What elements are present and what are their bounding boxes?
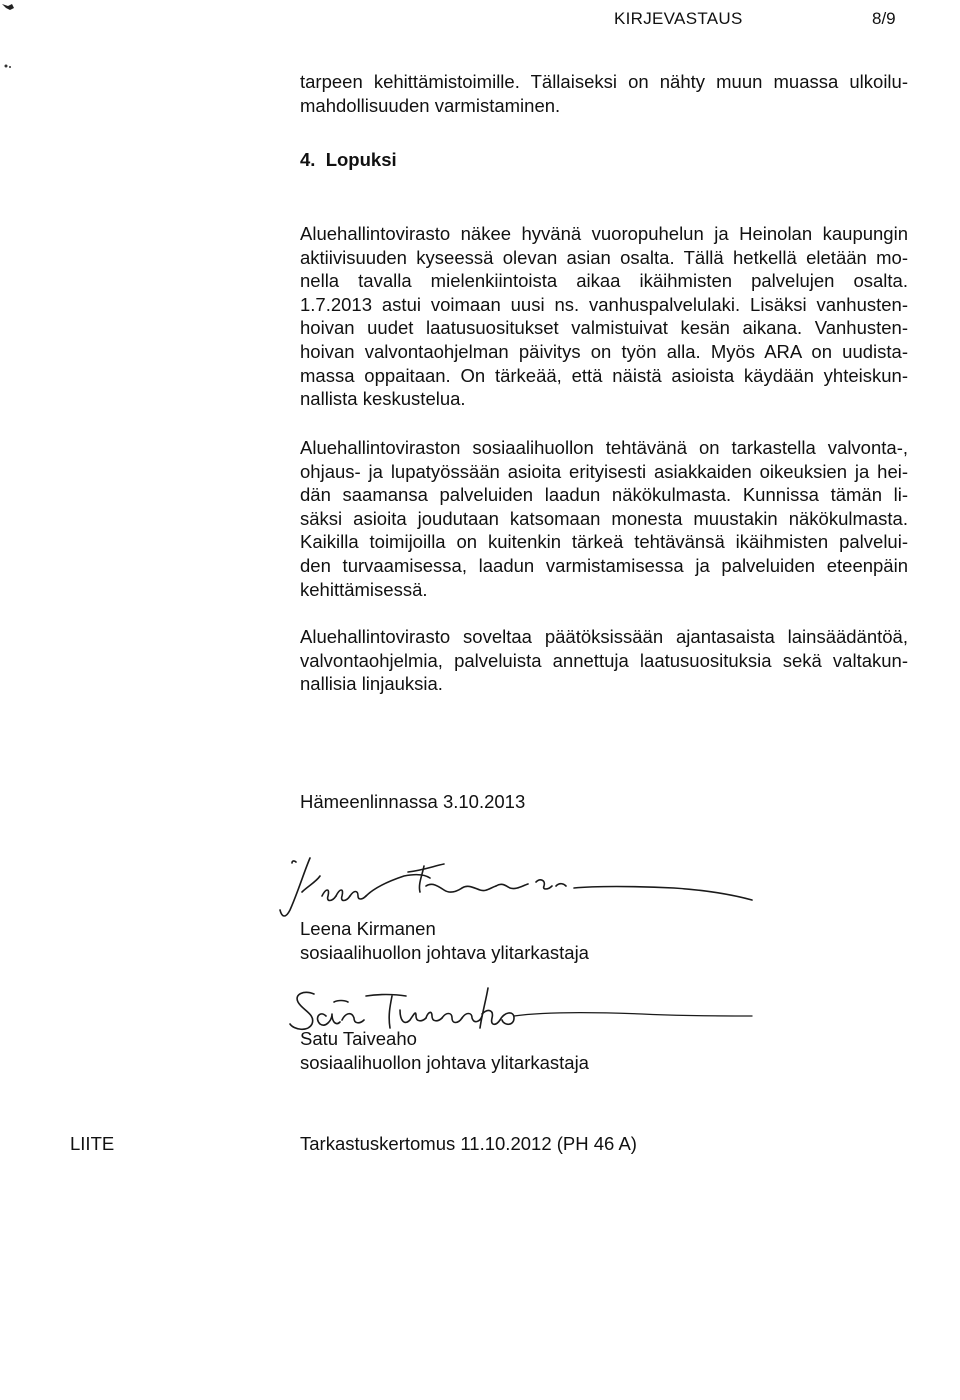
signatory-title: sosiaalihuollon johtava ylitarkastaja <box>300 1051 589 1073</box>
text-line: massa oppaitaan. On tärkeää, että näistä asioista käydään yhteiskun- <box>300 364 908 386</box>
text-line: Aluehallintoviraston sosiaalihuollon tehtävänä on tarkastella valvonta-, <box>300 437 908 458</box>
document-type-label: KIRJEVASTAUS <box>614 9 743 28</box>
intro-paragraph <box>300 70 908 117</box>
scan-speck <box>0 0 30 80</box>
signatory-title: sosiaalihuollon johtava ylitarkastaja <box>300 941 589 963</box>
attachment-description: Tarkastuskertomus 11.10.2012 (PH 46 A) <box>300 1133 637 1154</box>
text-line: hoivan uudet laatusuositukset valmistuivat kesän aikana. Vanhusten- <box>300 317 908 339</box>
page-number: 8/9 <box>872 9 896 28</box>
place-and-date: Hämeenlinnassa 3.10.2013 <box>300 791 526 812</box>
signatory-2-block <box>300 1027 589 1074</box>
text-line: ohjaus- ja lupatyössään asioita erityisesti asiakkaiden oikeuksien ja hei- <box>300 460 908 482</box>
text-line: valvontaohjelmia, palveluista annettuja laatusuosituksia sekä valtakun- <box>300 649 908 671</box>
text-line: Kaikilla toimijoilla on kuitenkin tärkeä tehtävänsä ikäihmisten palvelui- <box>300 531 908 553</box>
text-line: mahdollisuuden varmistaminen. <box>300 94 561 116</box>
signatory-name: Satu Taiveaho <box>300 1028 417 1049</box>
text-line: 1.7.2013 astui voimaan uusi ns. vanhuspalvelulaki. Lisäksi vanhusten- <box>300 293 908 315</box>
text-line: dän saamansa palveluiden laadun näkökulmasta. Kunnissa tämän li- <box>300 484 908 506</box>
paragraph-1 <box>300 222 908 411</box>
text-line: tarpeen kehittämistoimille. Tällaiseksi on nähty muun muassa ulkoilu- <box>300 71 908 92</box>
text-line: nallista keskustelua. <box>300 388 466 410</box>
paragraph-2 <box>300 436 908 601</box>
text-line: säksi asioita joudutaan katsomaan monesta muustakin näkökulmasta. <box>300 507 908 529</box>
section-heading: 4. Lopuksi <box>300 149 397 170</box>
text-line: nella tavalla mielenkiintoista aikaa ikäihmisten palvelujen osalta. <box>300 270 908 292</box>
text-line: hoivan valvontaohjelman päivitys on työn alla. Myös ARA on uudista- <box>300 340 908 362</box>
text-line: den turvaamisessa, laadun varmistamisessa ja palveluiden eteenpäin <box>300 554 908 576</box>
paragraph-3 <box>300 625 908 696</box>
text-line: Aluehallintovirasto näkee hyvänä vuoropuhelun ja Heinolan kaupungin <box>300 223 908 244</box>
text-line: Aluehallintovirasto soveltaa päätöksissään ajantasaista lainsäädäntöä, <box>300 626 908 647</box>
text-line: aktiivisuuden kyseessä olevan asian osalta. Tällä hetkellä eletään mo- <box>300 246 908 268</box>
text-line: nallisia linjauksia. <box>300 673 443 695</box>
text-line: kehittämisessä. <box>300 578 428 600</box>
signatory-1-block <box>300 917 589 964</box>
attachment-label: LIITE <box>70 1133 115 1154</box>
handwritten-signature-1 <box>274 852 764 922</box>
signatory-name: Leena Kirmanen <box>300 918 436 939</box>
